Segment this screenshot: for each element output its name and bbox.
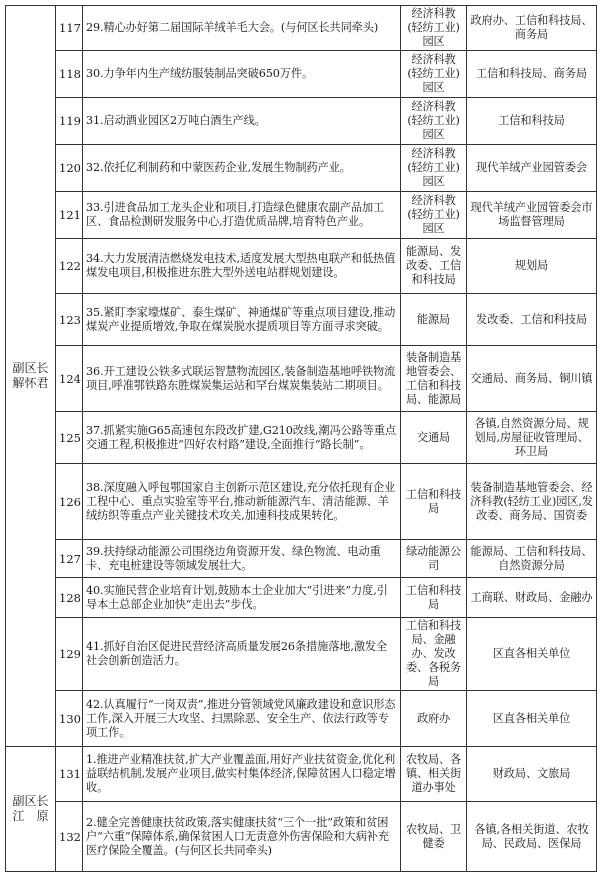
row-number: 131 [56, 747, 83, 802]
task-description: 42.认真履行“一岗双责”,推进分管领域党风廉政建设和意识形态工作,深入开展三大攻坚、扫黑除恶、安全生产、依法行政等专项工作。 [83, 691, 401, 747]
table-row [6, 98, 597, 145]
cooperating-unit: 规划局 [467, 239, 597, 294]
row-number: 118 [56, 51, 83, 98]
row-number: 120 [56, 145, 83, 192]
table-row [6, 747, 597, 802]
row-number: 132 [56, 802, 83, 872]
task-description: 33.引进食品加工龙头企业和项目,打造绿色健康农副产品加工区、食品检测研发服务中心,打造优质品牌,培育特色产业。 [83, 192, 401, 239]
lead-unit: 经济科教(轻纺工业)园区 [401, 192, 467, 239]
task-description: 1.推进产业精准扶贫,扩大产业覆盖面,用好产业扶贫资金,优化利益联结机制,发展产业项目,做实村集体经济,保障贫困人口稳定增收。 [83, 747, 401, 802]
cooperating-unit: 现代羊绒产业园管委会市场监督管理局 [467, 192, 597, 239]
leader-cell [6, 747, 56, 872]
row-number: 128 [56, 578, 83, 618]
row-number: 125 [56, 412, 83, 464]
cooperating-unit: 能源局、工信和科技局、自然资源分局 [467, 540, 597, 578]
table-row [6, 802, 597, 872]
lead-unit: 经济科教(轻纺工业)园区 [401, 51, 467, 98]
task-description: 39.扶持绿动能源公司围绕边角资源开发、绿色物流、电动重卡、充电桩建设等领域发展壮大。 [83, 540, 401, 578]
lead-unit: 能源局、发改委、工信和科技局 [401, 239, 467, 294]
leader-name: 副区长解怀君 [12, 361, 49, 390]
table-row [6, 294, 597, 346]
row-number: 123 [56, 294, 83, 346]
task-description: 2.健全完善健康扶贫政策,落实健康扶贫“三个一批”政策和贫困户“六重”保障体系,确保贫困人口无责意外伤害保险和大病补充医疗保险全覆盖。(与何区长共同牵头) [83, 802, 401, 872]
table-row [6, 540, 597, 578]
row-number: 130 [56, 691, 83, 747]
table-row [6, 578, 597, 618]
task-description: 41.抓好自治区促进民营经济高质量发展26条措施落地,激发全社会创新创造活力。 [83, 618, 401, 691]
cooperating-unit: 装备制造基地管委会、经济科教(轻纺工业)园区,发改委、商务局、国资委 [467, 464, 597, 540]
task-assignment-table [5, 5, 597, 872]
leader-name: 副区长江 原 [12, 794, 49, 823]
cooperating-unit: 工信和科技局 [467, 98, 597, 145]
row-number: 122 [56, 239, 83, 294]
row-number: 121 [56, 192, 83, 239]
cooperating-unit: 政府办、工信和科技局、商务局 [467, 6, 597, 51]
row-number: 119 [56, 98, 83, 145]
table-row [6, 6, 597, 51]
lead-unit: 工信和科技局 [401, 464, 467, 540]
lead-unit: 经济科教(轻纺工业)园区 [401, 6, 467, 51]
row-number: 117 [56, 6, 83, 51]
table-row [6, 346, 597, 412]
table-row [6, 239, 597, 294]
task-description: 31.启动酒业园区2万吨白酒生产线。 [83, 98, 401, 145]
lead-unit: 装备制造基地管委会、工信和科技局、能源局 [401, 346, 467, 412]
table-row [6, 464, 597, 540]
leader-cell [6, 6, 56, 747]
cooperating-unit: 各镇,自然资源分局、规划局,房屋征收管理局、环卫局 [467, 412, 597, 464]
table-row [6, 412, 597, 464]
table-row [6, 51, 597, 98]
task-description: 34.大力发展清洁燃烧发电技术,适度发展大型热电联产和低热值煤发电项目,积极推进东胜大型外送电站群规划建设。 [83, 239, 401, 294]
cooperating-unit: 工信和科技局、商务局 [467, 51, 597, 98]
task-description: 29.精心办好第二届国际羊绒羊毛大会。(与何区长共同牵头) [83, 6, 401, 51]
lead-unit: 绿动能源公司 [401, 540, 467, 578]
lead-unit: 农牧局、卫健委 [401, 802, 467, 872]
cooperating-unit: 区直各相关单位 [467, 691, 597, 747]
lead-unit: 政府办 [401, 691, 467, 747]
table-row [6, 192, 597, 239]
task-description: 40.实施民营企业培育计划,鼓励本土企业加大“引进来”力度,引导本土总部企业加快“走出去”步伐。 [83, 578, 401, 618]
task-description: 35.紧盯李家壕煤矿、泰生煤矿、神通煤矿等重点项目建设,推动煤炭产业提质增效,争取在煤炭脱水提质项目等方面寻求突破。 [83, 294, 401, 346]
task-description: 37.抓紧实施G65高速包东段改扩建,G210改线,潮冯公路等重点交通工程,积极推进“四好农村路”建设,全面推行“路长制”。 [83, 412, 401, 464]
cooperating-unit: 区直各相关单位 [467, 618, 597, 691]
lead-unit: 能源局 [401, 294, 467, 346]
cooperating-unit: 工商联、财政局、金融办 [467, 578, 597, 618]
task-description: 30.力争年内生产绒纺服装制品突破650万件。 [83, 51, 401, 98]
table-row [6, 145, 597, 192]
lead-unit: 农牧局、各镇、相关街道办事处 [401, 747, 467, 802]
cooperating-unit: 交通局、商务局、铜川镇 [467, 346, 597, 412]
lead-unit: 工信和科技局 [401, 578, 467, 618]
cooperating-unit: 财政局、文旅局 [467, 747, 597, 802]
lead-unit: 经济科教(轻纺工业)园区 [401, 145, 467, 192]
row-number: 127 [56, 540, 83, 578]
row-number: 124 [56, 346, 83, 412]
lead-unit: 交通局 [401, 412, 467, 464]
cooperating-unit: 各镇,各相关街道、农牧局、民政局、医保局 [467, 802, 597, 872]
lead-unit: 经济科教(轻纺工业)园区 [401, 98, 467, 145]
table-row [6, 618, 597, 691]
cooperating-unit: 发改委、工信和科技局 [467, 294, 597, 346]
task-description: 38.深度融入呼包鄂国家自主创新示范区建设,充分依托现有企业工程中心、重点实验室等平台,推动新能源汽车、清洁能源、羊绒纺织等重点产业关键技术攻关,加速科技成果转化。 [83, 464, 401, 540]
lead-unit: 工信和科技局、金融办、发改委、各税务局 [401, 618, 467, 691]
row-number: 129 [56, 618, 83, 691]
task-description: 32.依托亿利制药和中蒙医药企业,发展生物制药产业。 [83, 145, 401, 192]
task-description: 36.开工建设公铁多式联运智慧物流园区,装备制造基地呼铁物流项目,呼准鄂铁路东胜煤炭集运站和罕台煤炭集装站二期项目。 [83, 346, 401, 412]
row-number: 126 [56, 464, 83, 540]
table-row [6, 691, 597, 747]
cooperating-unit: 现代羊绒产业园管委会 [467, 145, 597, 192]
